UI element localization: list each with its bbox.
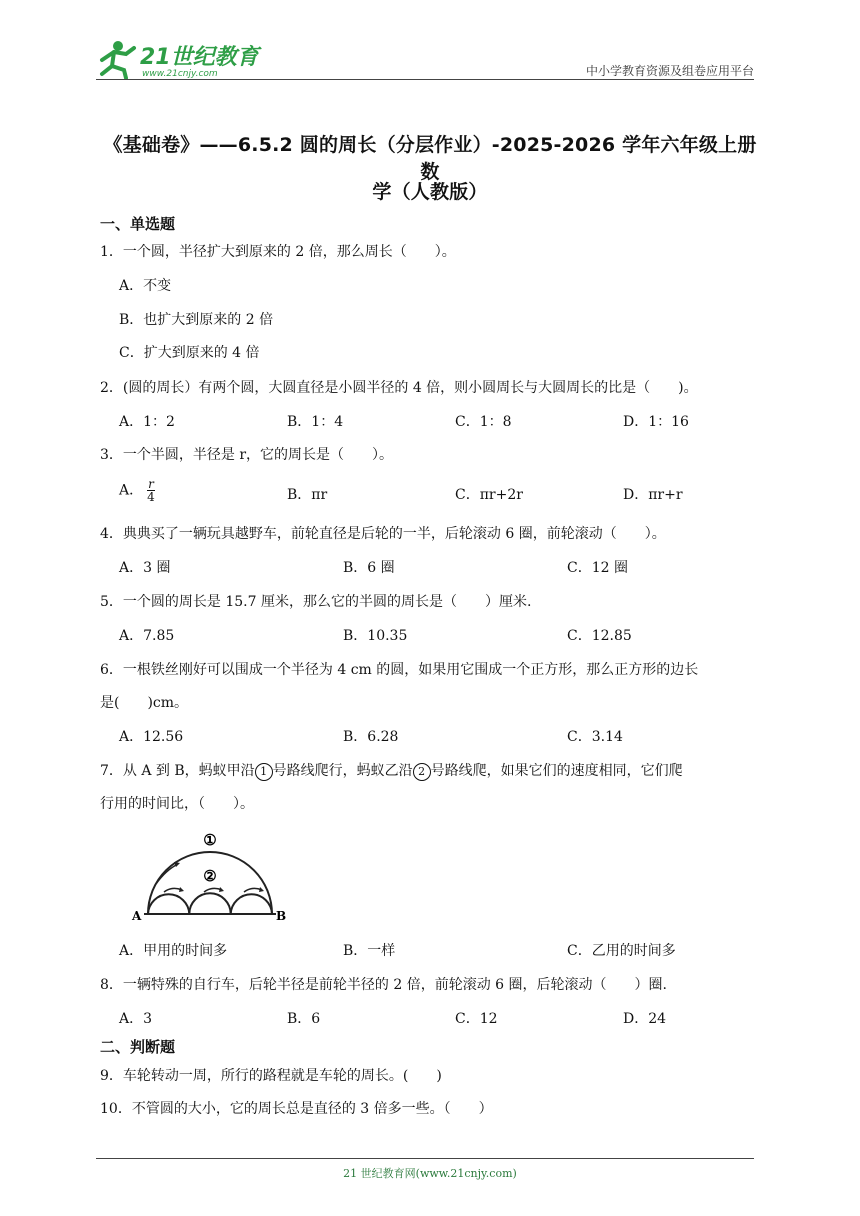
- runner-icon: [102, 41, 134, 78]
- q3-option-c: C．πr+2r: [455, 487, 523, 503]
- fraction-numerator: r: [148, 477, 154, 491]
- section-heading-true-false: 二、判断题: [100, 1038, 176, 1056]
- q8-option-d: D．24: [623, 1011, 667, 1027]
- q6-option-b: B．6.28: [343, 729, 399, 745]
- q7-option-c: C．乙用的时间多: [567, 943, 676, 959]
- route-label-1: ①: [203, 831, 217, 849]
- q3-option-d: D．πr+r: [623, 487, 683, 503]
- q3-option-a: [119, 478, 155, 503]
- q4-option-b: B．6 圈: [343, 560, 395, 576]
- q5-option-a: A．7.85: [119, 628, 175, 644]
- q8-option-a: A．3: [119, 1011, 153, 1027]
- question-3: 3．一个半圆，半径是 r，它的周长是（ ）。: [100, 447, 394, 463]
- q5-option-c: C．12.85: [567, 628, 632, 644]
- q8-option-c: C．12: [455, 1011, 498, 1027]
- q8-option-b: B．6: [287, 1011, 321, 1027]
- q4-option-c: C．12 圈: [567, 560, 628, 576]
- question-2: 2．(圆的周长）有两个圆，大圆直径是小圆半径的 4 倍，则小圆周长与大圆周长的比是（ )。: [100, 380, 698, 396]
- question-7-line1: [100, 760, 683, 781]
- arrow-route-1: [156, 864, 178, 884]
- q7-text-part2: 号路线爬行，蚂蚁乙沿: [272, 763, 413, 779]
- question-4: 4．典典买了一辆玩具越野车，前轮直径是后轮的一半，后轮滚动 6 圈，前轮滚动（ ）。: [100, 526, 666, 542]
- small-semicircle-3: [231, 894, 272, 914]
- route-label-2: ②: [203, 867, 217, 885]
- page-title-line2: 学（人教版）: [372, 181, 488, 203]
- arrowhead: [179, 887, 184, 892]
- question-8: 8．一辆特殊的自行车，后轮半径是前轮半径的 2 倍，前轮滚动 6 圈，后轮滚动（ ）圈.: [100, 977, 667, 993]
- fraction: [147, 478, 155, 503]
- q7-text-part1: 7．从 A 到 B，蚂蚁甲沿: [100, 763, 255, 779]
- q5-option-b: B．10.35: [343, 628, 408, 644]
- q7-text-part3: 号路线爬，如果它们的速度相同，它们爬: [430, 763, 683, 779]
- q1-option-a: A．不变: [119, 278, 172, 294]
- q2-option-b: B．1：4: [287, 414, 344, 430]
- q2-option-d: D．1：16: [623, 414, 689, 430]
- q3-option-b: B．πr: [287, 487, 328, 503]
- q2-option-c: C．1：8: [455, 414, 512, 430]
- q2-option-a: A．1：2: [119, 414, 175, 430]
- q4-option-a: A．3 圈: [119, 560, 171, 576]
- arrowhead: [259, 887, 264, 892]
- svg-text:www.21cnjy.com: www.21cnjy.com: [142, 69, 218, 79]
- small-semicircle-2: [189, 893, 230, 914]
- point-b-label: B: [276, 909, 287, 922]
- header-divider: [96, 79, 754, 80]
- footer-text[interactable]: 21 世纪教育网(www.21cnjy.com): [343, 1167, 517, 1180]
- question-1: 1．一个圆，半径扩大到原来的 2 倍，那么周长（ ）。: [100, 244, 456, 260]
- svg-text:21世纪教育: 21世纪教育: [140, 45, 259, 70]
- q6-option-a: A．12.56: [119, 729, 184, 745]
- arrowhead: [219, 887, 224, 892]
- section-heading-single-choice: 一、单选题: [100, 215, 176, 233]
- question-9: 9．车轮转动一周，所行的路程就是车轮的周长。( ): [100, 1068, 442, 1084]
- q1-option-c: C．扩大到原来的 4 倍: [119, 345, 260, 361]
- question-6-line2: 是( )cm。: [100, 695, 189, 711]
- q7-option-b: B．一样: [343, 943, 396, 959]
- circled-number-1: 1: [255, 763, 273, 781]
- footer-divider: [96, 1158, 754, 1159]
- question-5: 5．一个圆的周长是 15.7 厘米，那么它的半圆的周长是（ ）厘米.: [100, 594, 532, 610]
- fraction-denominator: 4: [147, 490, 155, 504]
- page-title-line1: 《基础卷》——6.5.2 圆的周长（分层作业）-2025-2026 学年六年级上册数: [103, 134, 757, 183]
- site-logo: [96, 36, 266, 80]
- q1-option-b: B．也扩大到原来的 2 倍: [119, 312, 274, 328]
- question-6-line1: 6．一根铁丝刚好可以围成一个半径为 4 cm 的圆，如果用它围成一个正方形，那么正方形的边长: [100, 662, 699, 678]
- semicircle-route-figure: [126, 826, 296, 922]
- question-10: 10．不管圆的大小，它的周长总是直径的 3 倍多一些。（ ）: [100, 1101, 493, 1117]
- header-platform-text: 中小学教育资源及组卷应用平台: [585, 64, 754, 78]
- point-a-label: A: [132, 909, 142, 922]
- q7-option-a: A．甲用的时间多: [119, 943, 228, 959]
- q3-option-a-label: A．: [119, 482, 144, 499]
- question-7-line2: 行用的时间比，（ ）。: [100, 796, 254, 812]
- circled-number-2: 2: [413, 763, 431, 781]
- q6-option-c: C．3.14: [567, 729, 623, 745]
- small-semicircle-1: [148, 894, 189, 914]
